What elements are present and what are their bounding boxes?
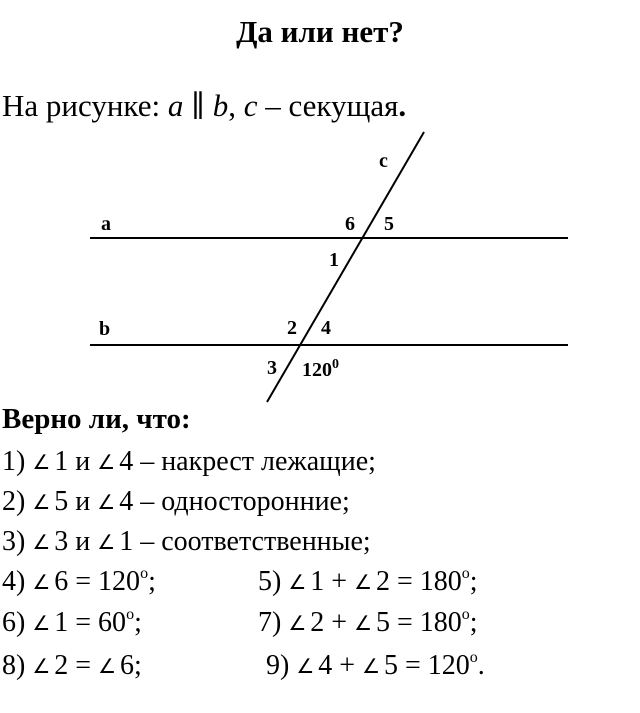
angle-symbol: ∠ (98, 654, 116, 678)
label-angle-4: 4 (321, 317, 331, 339)
angle-number: 6 (54, 566, 69, 597)
statement-end: ; (134, 607, 142, 638)
angle-number: 2 (310, 607, 325, 638)
angle-symbol: ∠ (32, 570, 51, 594)
statement-value: = 180 (390, 607, 462, 638)
given-period: . (398, 88, 407, 123)
statement-number: 5) (258, 566, 282, 597)
statement-number: 8) (2, 650, 26, 681)
statement-number: 9) (266, 650, 290, 681)
statement-text: – односторонние; (133, 486, 350, 517)
angle-symbol: ∠ (288, 611, 307, 635)
label-angle-5: 5 (384, 213, 394, 235)
angle-symbol: ∠ (32, 490, 51, 514)
statement-6 (2, 607, 142, 639)
statement-value: = (68, 650, 99, 681)
statement-number: 7) (258, 607, 282, 638)
degree-mark: о (469, 649, 478, 666)
statement-number: 2) (2, 486, 26, 517)
angle-symbol: ∠ (97, 530, 116, 554)
label-angle-3: 3 (267, 357, 277, 379)
operator: + (324, 607, 355, 638)
transversal-c (267, 132, 424, 402)
degree-mark: о (461, 565, 470, 582)
given-line-b: b (212, 88, 229, 123)
label-line-a: a (101, 213, 111, 235)
statement-8 (2, 650, 142, 682)
given-suffix: – секущая (257, 88, 399, 123)
statement-value: = 120 (398, 650, 470, 681)
given-line-a: a (167, 88, 184, 123)
angle-symbol: ∠ (296, 654, 315, 678)
angle-number: 4 (119, 446, 134, 477)
statement-value: = 120 (68, 566, 141, 597)
statement-number: 3) (2, 526, 26, 557)
statement-number: 1) (2, 446, 26, 477)
statement-4 (2, 566, 156, 598)
degree-mark: о (126, 606, 135, 623)
angle-number: 1 (310, 566, 325, 597)
statement-text: – соответственные; (133, 526, 371, 557)
angle-symbol: ∠ (32, 654, 51, 678)
angle-symbol: ∠ (32, 611, 51, 635)
given-angle-degree: 0 (332, 357, 339, 372)
angle-number: 6 (120, 650, 134, 681)
statement-number: 6) (2, 607, 26, 638)
degree-mark: о (461, 606, 470, 623)
label-line-b: b (99, 318, 111, 340)
statement-number: 4) (2, 566, 26, 597)
conjunction: и (68, 446, 98, 477)
operator: + (332, 650, 363, 681)
statement-2 (2, 486, 350, 518)
label-angle-1: 1 (329, 249, 339, 271)
given-prefix: На рисунке: (2, 88, 168, 123)
statement-end: ; (134, 650, 142, 681)
angle-symbol: ∠ (362, 654, 380, 678)
angle-number: 1 (119, 526, 134, 557)
statement-3 (2, 526, 371, 558)
angle-symbol: ∠ (288, 570, 307, 594)
statement-value: = 60 (68, 607, 127, 638)
angle-number: 5 (384, 650, 398, 681)
angle-number: 2 (54, 650, 69, 681)
conjunction: и (68, 486, 98, 517)
angle-symbol: ∠ (32, 530, 51, 554)
given-angle-value: 120 (302, 359, 332, 381)
label-line-c: c (379, 150, 388, 172)
angle-number: 4 (318, 650, 333, 681)
statement-5 (258, 566, 478, 598)
angle-symbol: ∠ (97, 490, 116, 514)
statement-end: . (477, 650, 485, 681)
statement-value: = 180 (390, 566, 462, 597)
angle-symbol: ∠ (354, 570, 372, 594)
angle-number: 5 (54, 486, 69, 517)
given-comma: , (228, 88, 244, 123)
parallel-symbol: ∥ (191, 89, 205, 124)
conjunction: и (68, 526, 98, 557)
angle-symbol: ∠ (354, 611, 372, 635)
statement-9 (266, 650, 485, 682)
statement-7 (258, 607, 478, 639)
label-angle-6: 6 (345, 213, 355, 235)
page-title: Да или нет? (236, 14, 404, 49)
question-heading: Верно ли, что: (2, 403, 191, 435)
label-angle-2: 2 (287, 317, 297, 339)
statement-end: ; (469, 566, 478, 597)
statement-1 (2, 446, 376, 478)
statement-end: ; (148, 566, 156, 597)
angle-number: 4 (119, 486, 134, 517)
operator: + (324, 566, 355, 597)
angle-symbol: ∠ (32, 450, 51, 474)
angle-number: 1 (54, 607, 69, 638)
statement-end: ; (469, 607, 478, 638)
angle-number: 1 (54, 446, 69, 477)
degree-mark: о (140, 565, 149, 582)
given-line-c: c (243, 88, 258, 123)
label-given-angle (302, 357, 339, 381)
angle-number: 2 (376, 566, 390, 597)
angle-number: 3 (54, 526, 69, 557)
angle-number: 5 (376, 607, 390, 638)
statement-text: – накрест лежащие; (133, 446, 376, 477)
angle-symbol: ∠ (97, 450, 116, 474)
